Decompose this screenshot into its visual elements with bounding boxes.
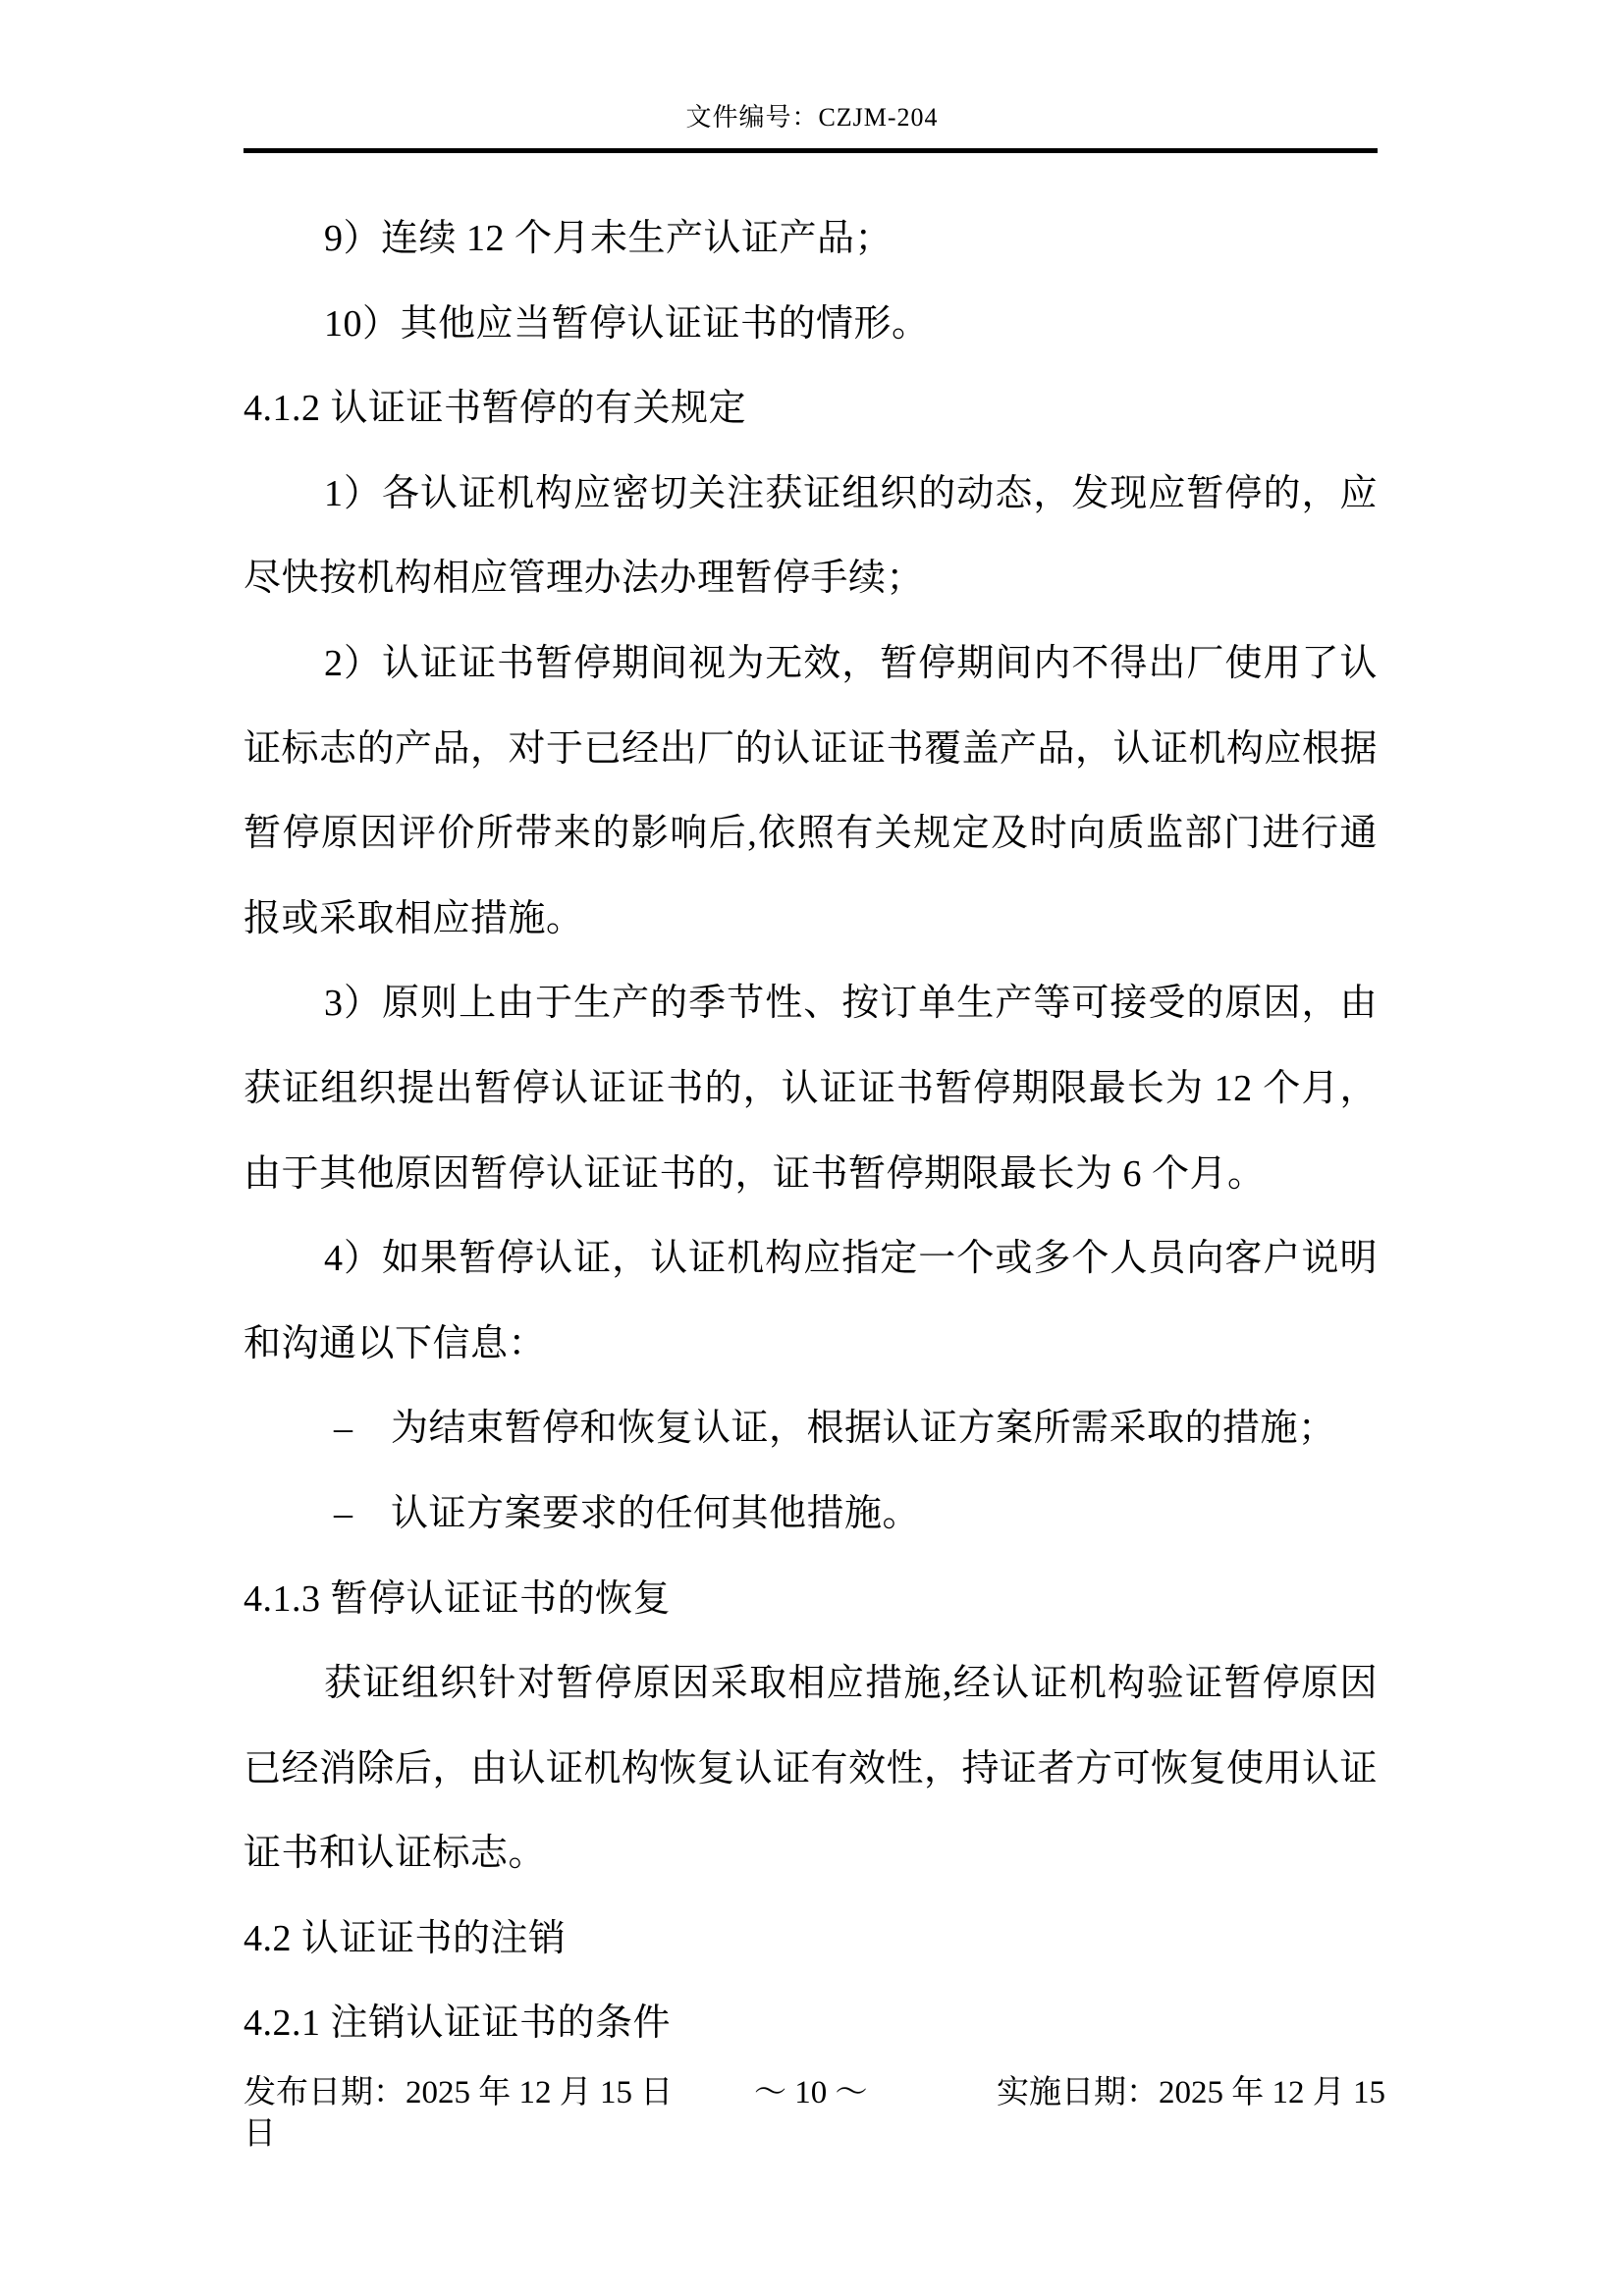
body-line: 1）各认证机构应密切关注获证组织的动态，发现应暂停的，应 — [324, 472, 1378, 514]
footer-implement-date: 实施日期：2025 年 12 月 15 — [997, 2075, 1385, 2110]
body-line: 证标志的产品，对于已经出厂的认证证书覆盖产品，认证机构应根据 — [244, 727, 1378, 770]
section-heading: 4.2 认证证书的注销 — [244, 1917, 567, 1959]
body-text — [244, 196, 1378, 2066]
body-line: 暂停原因评价所带来的影响后,依照有关规定及时向质监部门进行通 — [244, 813, 1378, 855]
body-line: 3）原则上由于生产的季节性、按订单生产等可接受的原因，由 — [324, 983, 1378, 1025]
body-line: 10）其他应当暂停认证证书的情形。 — [324, 302, 930, 345]
body-line: 获证组织提出暂停认证证书的，认证证书暂停期限最长为 12 个月， — [244, 1067, 1378, 1109]
footer-wrapped-char: 日 — [244, 2116, 276, 2152]
section-heading: 4.2.1 注销认证证书的条件 — [244, 2002, 672, 2045]
footer-release-date: 发布日期：2025 年 12 月 15 日 — [244, 2075, 674, 2110]
header-doc-number: 文件编号：CZJM-204 — [685, 103, 939, 132]
bullet-line: – 为结束暂停和恢复认证，根据认证方案所需采取的措施； — [334, 1408, 1336, 1450]
section-heading: 4.1.2 认证证书暂停的有关规定 — [244, 388, 747, 430]
body-line: 4）如果暂停认证，认证机构应指定一个或多个人员向客户说明 — [324, 1238, 1378, 1280]
body-line: 9）连续 12 个月未生产认证产品； — [324, 218, 893, 259]
body-line: 证书和认证标志。 — [244, 1833, 547, 1875]
section-heading: 4.1.3 暂停认证证书的恢复 — [244, 1577, 672, 1620]
body-line: 由于其他原因暂停认证证书的，证书暂停期限最长为 6 个月。 — [244, 1152, 1266, 1195]
body-line: 2）认证证书暂停期间视为无效，暂停期间内不得出厂使用了认 — [324, 642, 1378, 684]
body-line: 尽快按机构相应管理办法办理暂停手续； — [244, 558, 925, 600]
body-line: 和沟通以下信息： — [244, 1322, 547, 1364]
body-line: 获证组织针对暂停原因采取相应措施,经认证机构验证暂停原因 — [324, 1663, 1378, 1705]
footer-page-number: ～ 10 ～ — [754, 2075, 868, 2110]
body-line: 报或采取相应措施。 — [244, 897, 584, 939]
header-rule — [244, 148, 1378, 153]
body-line: 已经消除后，由认证机构恢复认证有效性，持证者方可恢复使用认证 — [244, 1747, 1378, 1789]
bullet-line: – 认证方案要求的任何其他措施。 — [334, 1492, 921, 1534]
